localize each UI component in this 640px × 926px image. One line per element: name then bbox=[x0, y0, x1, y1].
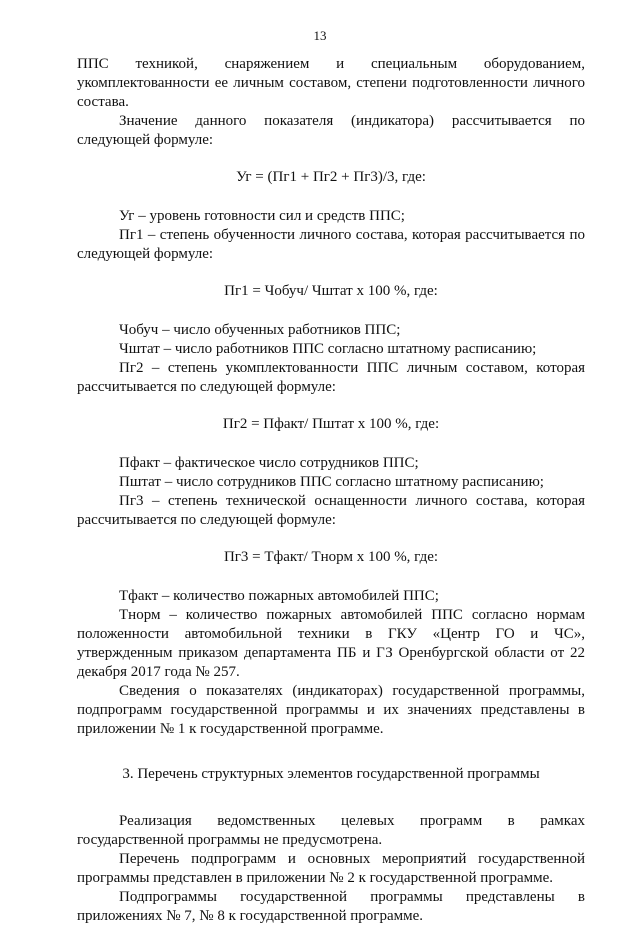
formula-readiness-level: Уг = (Пг1 + Пг2 + Пг3)/3, где: bbox=[236, 169, 426, 185]
definition-equipment-degree: Пг3 – степень технической оснащенности личного состава, которая рассчитывается по следующей формуле: bbox=[77, 493, 585, 528]
paragraph-subprograms-appendix: Подпрограммы государственной программы представлены в приложениях № 7, № 8 к государственной программе. bbox=[77, 889, 585, 924]
definition-actual-staff: Пфакт – фактическое число сотрудников ППС; bbox=[119, 455, 419, 471]
definition-planned-staff: Пштат – число сотрудников ППС согласно штатному расписанию; bbox=[119, 474, 544, 490]
definition-staffing-degree: Пг2 – степень укомплектованности ППС личным составом, которая рассчитывается по следующей формуле: bbox=[77, 360, 585, 395]
paragraph-subprograms-list: Перечень подпрограмм и основных мероприятий государственной программы представлен в приложении № 2 к государственной программе. bbox=[77, 851, 585, 886]
paragraph-intro-continuation: ППС техникой, снаряжением и специальным оборудованием, укомплектованности ее личным составом, степени подготовленности личного состава. bbox=[77, 56, 585, 110]
formula-equipment-degree: Пг3 = Тфакт/ Тнорм x 100 %, где: bbox=[223, 549, 439, 565]
definition-training-degree: Пг1 – степень обученности личного состава, которая рассчитывается по следующей формуле: bbox=[77, 227, 585, 262]
definition-staff-count: Чштат – число работников ППС согласно штатному расписанию; bbox=[119, 341, 537, 357]
formula-training-degree: Пг1 = Чобуч/ Чштат x 100 %, где: bbox=[224, 283, 438, 299]
paragraph-indicators-appendix: Сведения о показателях (индикаторах) государственной программы, подпрограмм государственной программы и их значениях представлены в приложении № 1 к государственной программе. bbox=[77, 683, 585, 737]
paragraph-departmental-programs: Реализация ведомственных целевых программ в рамках государственной программы не предусмотрена. bbox=[77, 813, 585, 848]
definition-readiness: Уг – уровень готовности сил и средств ППС; bbox=[119, 208, 405, 224]
definition-actual-vehicles: Тфакт – количество пожарных автомобилей ППС; bbox=[119, 588, 439, 604]
document-body bbox=[77, 55, 585, 926]
definition-norm-vehicles: Тнорм – количество пожарных автомобилей ППС согласно нормам положенности автомобильной техники в ГКУ «Центр ГО и ЧС», утвержденным приказом департамента ПБ и ГЗ Оренбургской области от 22 декабря 2017 года № 257. bbox=[77, 607, 585, 680]
paragraph-formula-intro: Значение данного показателя (индикатора) рассчитывается по следующей формуле: bbox=[77, 113, 585, 148]
formula-staffing-degree: Пг2 = Пфакт/ Пштат x 100 %, где: bbox=[222, 416, 440, 432]
section-title: 3. Перечень структурных элементов государственной программы bbox=[122, 766, 540, 782]
definition-trained-count: Чобуч – число обученных работников ППС; bbox=[119, 322, 401, 338]
page-number: 13 bbox=[313, 28, 327, 43]
